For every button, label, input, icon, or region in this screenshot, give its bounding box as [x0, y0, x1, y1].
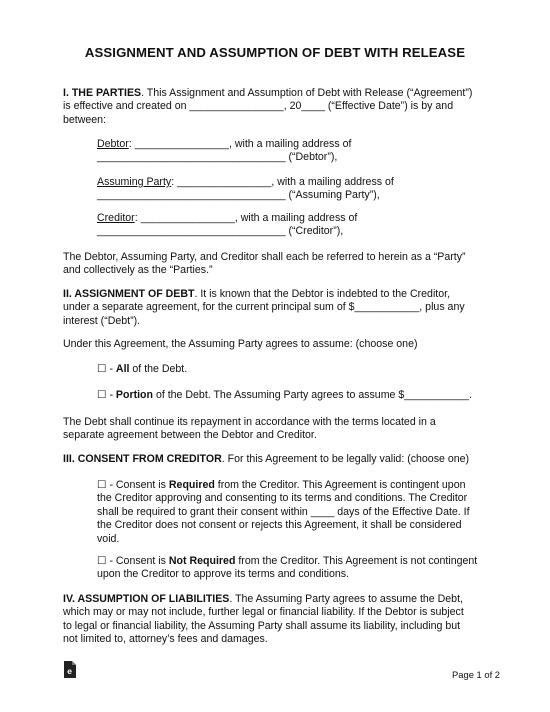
debt-line1: . It is known that the Debtor is indebted to the Creditor, — [194, 288, 451, 300]
liabilities-section — [63, 593, 495, 647]
liabilities-line3: to legal or financial liability, the Assuming Party shall assume its liability, including but — [63, 619, 461, 632]
consent-heading-line — [63, 453, 495, 466]
consent-required-line3: shall be required to grant their consent within ____ days of the Effective Date. If — [97, 505, 470, 518]
checkbox-icon[interactable]: ☐ - — [97, 363, 116, 375]
svg-text:e: e — [67, 666, 72, 677]
consent-not-required-bold: Not Required — [168, 555, 236, 567]
option-portion-bold: Portion — [115, 389, 153, 401]
debt-line3: interest (“Debt”). — [63, 314, 141, 327]
assuming-party-label: Assuming Party — [97, 176, 172, 188]
option-all-rest: of the Debt. — [129, 363, 188, 375]
debt-heading: II. ASSIGNMENT OF DEBT — [63, 288, 195, 300]
parties-intro — [63, 87, 495, 127]
parties-intro-line2: is effective and created on ________________, 20____ (“Effective Date”) is by and — [63, 100, 454, 113]
creditor-line2: ________________________________ (“Creditor”), — [97, 225, 344, 238]
liabilities-line2: which may or may not include, further legal or financial liability. If the Debtor is subject — [63, 606, 464, 619]
liabilities-line1: . The Assuming Party agrees to assume the Debt, — [229, 593, 463, 605]
consent-heading: III. CONSENT FROM CREDITOR — [63, 453, 222, 465]
creditor-line1: : ________________, with a mailing address of — [134, 212, 358, 224]
debt-repayment — [63, 416, 495, 443]
consent-required-prefix[interactable]: ☐ - Consent is — [97, 479, 169, 491]
assuming-party-line2: ________________________________ (“Assuming Party”), — [97, 189, 380, 202]
repay-line2: separate agreement between the Debtor and Creditor. — [63, 429, 317, 442]
collective-line2: and collectively as the “Parties.” — [63, 264, 213, 277]
document-title: ASSIGNMENT AND ASSUMPTION OF DEBT WITH RELEASE — [84, 45, 466, 60]
consent-not-required-line2: upon the Creditor to approve its terms and conditions. — [97, 568, 350, 581]
collective-line1: The Debtor, Assuming Party, and Creditor shall each be referred to herein as a “Party” — [63, 251, 466, 263]
option-consent-required[interactable] — [97, 479, 493, 546]
page-number: Page 1 of 2 — [452, 669, 500, 680]
debt-line2: under a separate agreement, for the current principal sum of $___________, plus any — [63, 301, 465, 314]
assuming-party-line1: : ________________, with a mailing address of — [171, 176, 394, 188]
parties-heading: I. THE PARTIES — [63, 87, 142, 99]
option-all-debt[interactable] — [97, 363, 497, 376]
debtor-label: Debtor — [97, 138, 129, 150]
liabilities-line4: not limited to, attorney’s fees and damages. — [63, 633, 268, 646]
checkbox-icon[interactable]: ☐ - — [97, 389, 116, 401]
option-portion-debt[interactable] — [97, 389, 497, 402]
consent-not-required-line1: from the Creditor. This Agreement is not contingent — [235, 555, 478, 567]
parties-collective — [63, 251, 495, 278]
repay-line1: The Debt shall continue its repayment in accordance with the terms located in a — [63, 416, 436, 428]
liabilities-heading: IV. ASSUMPTION OF LIABILITIES — [63, 593, 230, 605]
consent-required-line1: from the Creditor. This Agreement is contingent upon — [214, 479, 466, 491]
consent-not-required-prefix[interactable]: ☐ - Consent is — [97, 555, 169, 567]
parties-intro-line1: . This Assignment and Assumption of Debt with Release (“Agreement”) — [141, 87, 473, 99]
creditor-label: Creditor — [97, 212, 135, 224]
debt-section — [63, 288, 495, 328]
consent-required-bold: Required — [168, 479, 215, 491]
consent-required-line4: the Creditor does not consent or rejects this Agreement, it shall be considered — [97, 519, 462, 532]
option-portion-rest: of the Debt. The Assuming Party agrees to assume $___________. — [153, 389, 472, 401]
debt-choose-line: Under this Agreement, the Assuming Party agrees to assume: (choose one) — [63, 338, 418, 350]
debtor-block — [97, 138, 497, 165]
assuming-party-block — [97, 176, 497, 203]
consent-required-line5: void. — [97, 532, 120, 545]
consent-required-line2: the Creditor approving and consenting to its terms and conditions. The Creditor — [97, 492, 468, 505]
eforms-logo-icon — [63, 661, 76, 678]
consent-heading-rest: . For this Agreement to be legally valid: (choose one) — [221, 453, 470, 465]
option-consent-not-required[interactable] — [97, 555, 493, 582]
debtor-line1: : ________________, with a mailing address of — [128, 138, 352, 150]
creditor-block — [97, 212, 497, 239]
debtor-line2: ________________________________ (“Debtor”), — [97, 151, 338, 164]
parties-intro-line3: between: — [63, 113, 106, 126]
option-all-bold: All — [115, 363, 130, 375]
